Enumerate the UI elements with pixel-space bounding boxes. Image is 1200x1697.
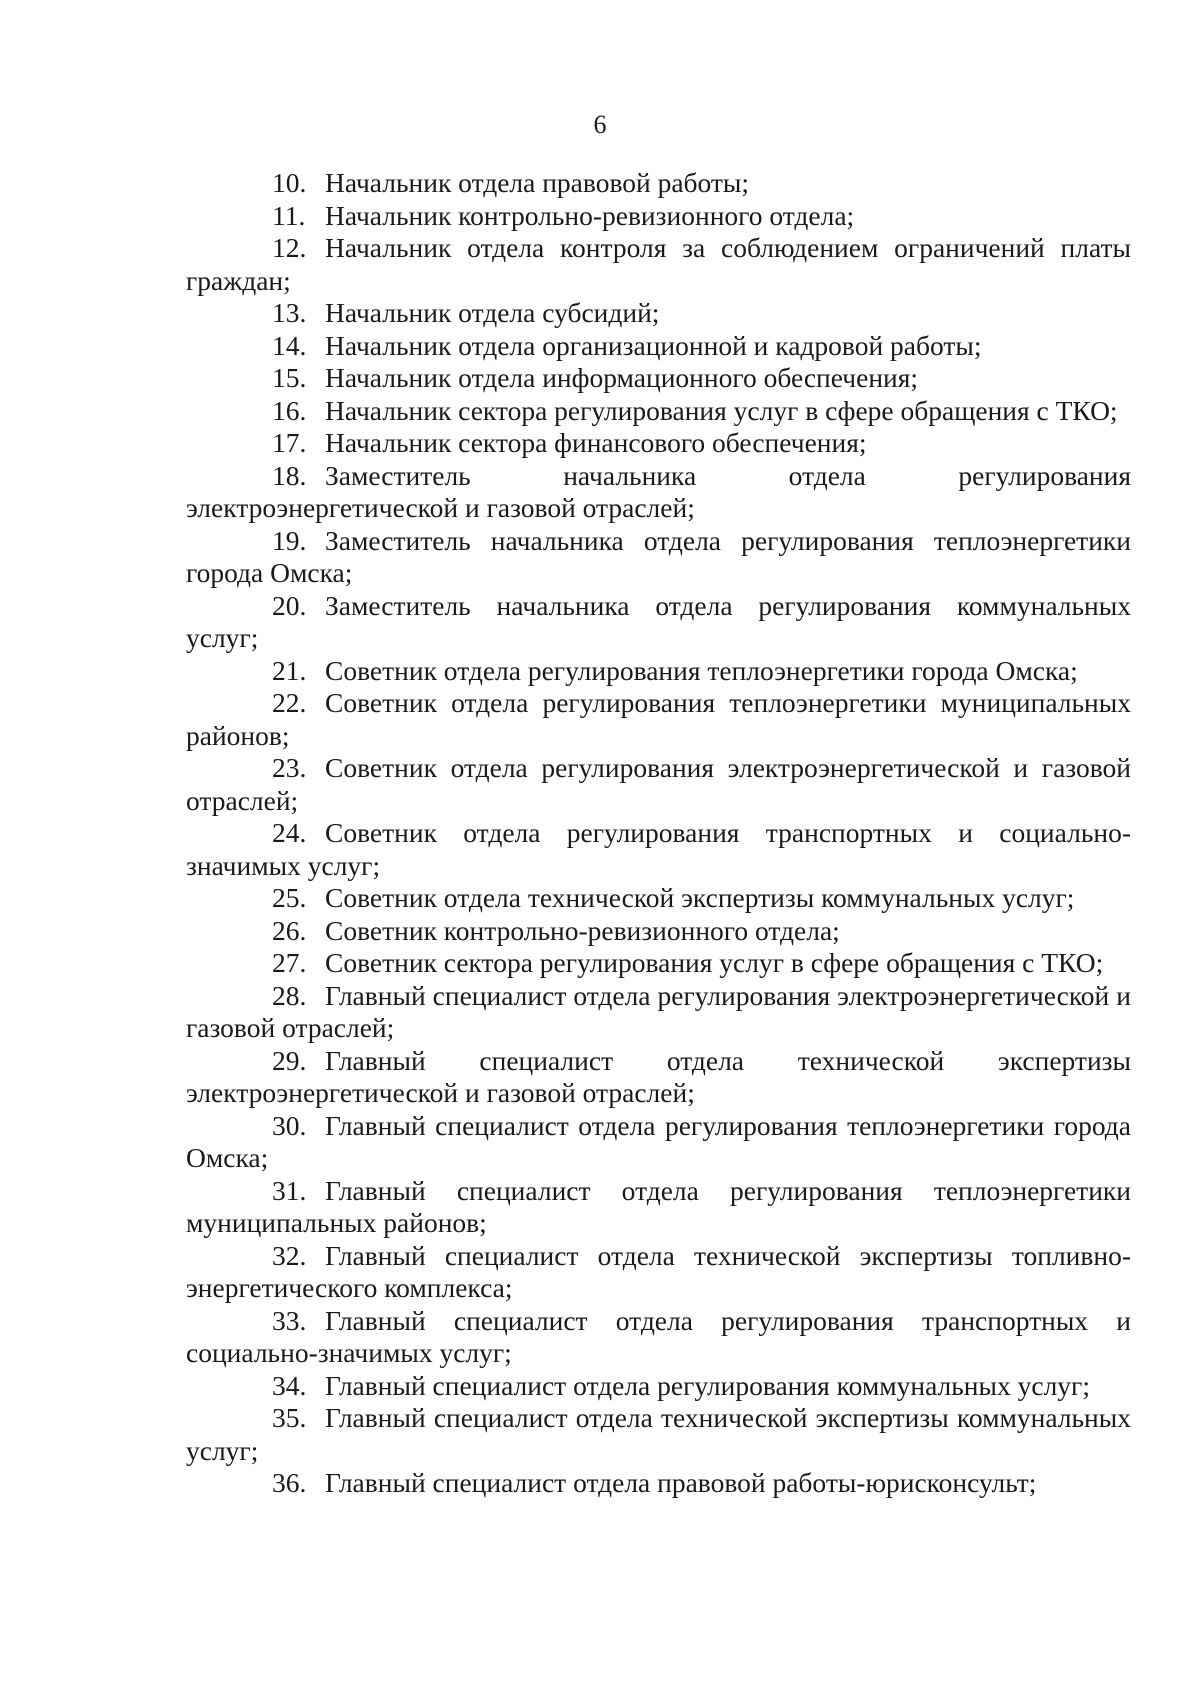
list-item	[186, 817, 1131, 882]
list-item-number: 29.	[272, 1044, 307, 1076]
list-item	[186, 167, 1131, 200]
list-item-text: Заместитель начальника отдела регулирования электроэнергетической и газовой отраслей;	[186, 459, 1131, 523]
list-item-text: Главный специалист отдела регулирования теплоэнергетики муниципальных районов;	[186, 1174, 1131, 1238]
list-item-text: Советник контрольно-ревизионного отдела;	[325, 914, 840, 946]
list-item-number: 26.	[272, 914, 307, 946]
list-item-number: 35.	[272, 1402, 307, 1433]
list-item-text: Советник отдела регулирования теплоэнергетики муниципальных районов;	[186, 687, 1131, 751]
list-item-text: Начальник отдела субсидий;	[325, 297, 660, 328]
list-item	[186, 752, 1131, 817]
list-item-number: 17.	[272, 427, 307, 458]
list-item-text: Заместитель начальника отдела регулирования коммунальных услуг;	[186, 589, 1131, 653]
list-item	[186, 947, 1131, 980]
list-item-number: 21.	[272, 654, 307, 686]
list-item-number: 25.	[272, 882, 307, 913]
list-item-text: Главный специалист отдела регулирования электроэнергетической и газовой отраслей;	[186, 979, 1131, 1043]
list-item-number: 24.	[272, 817, 307, 848]
list-item	[186, 1240, 1131, 1305]
list-item-number: 15.	[272, 362, 307, 393]
list-item-number: 32.	[272, 1239, 307, 1271]
list-item	[186, 330, 1131, 363]
list-item-number: 18.	[272, 459, 307, 491]
list-item	[186, 232, 1131, 297]
list-item-text: Главный специалист отдела правовой работы-юрисконсульт;	[325, 1467, 1037, 1498]
list-item	[186, 1370, 1131, 1403]
list-item	[186, 297, 1131, 330]
list-item-text: Советник сектора регулирования услуг в сфере обращения с ТКО;	[325, 947, 1104, 978]
list-item-number: 30.	[272, 1109, 307, 1141]
list-item	[186, 1467, 1131, 1500]
list-item	[186, 1110, 1131, 1175]
list-item-text: Начальник сектора регулирования услуг в сфере обращения с ТКО;	[325, 394, 1118, 426]
list-item	[186, 1305, 1131, 1370]
list-item-text: Главный специалист отдела технической экспертизы топливно-энергетического комплекса;	[186, 1239, 1131, 1303]
list-item-number: 31.	[272, 1174, 307, 1206]
list-item-number: 28.	[272, 979, 307, 1011]
list-item-number: 23.	[272, 752, 307, 783]
list-item	[186, 980, 1131, 1045]
list-item	[186, 395, 1131, 428]
list-item	[186, 590, 1131, 655]
list-item-number: 13.	[272, 297, 307, 328]
list-item-text: Главный специалист отдела технической экспертизы электроэнергетической и газовой отраслей;	[186, 1044, 1131, 1108]
list-item-number: 14.	[272, 329, 307, 361]
list-item	[186, 427, 1131, 460]
list-item-text: Начальник контрольно-ревизионного отдела;	[325, 199, 855, 231]
list-item-text: Начальник отдела информационного обеспечения;	[325, 362, 919, 393]
list-item	[186, 1045, 1131, 1110]
position-list	[186, 167, 1131, 1500]
list-item	[186, 460, 1131, 525]
list-item	[186, 362, 1131, 395]
list-item-number: 27.	[272, 947, 307, 978]
list-item-number: 11.	[272, 199, 306, 231]
list-item	[186, 1402, 1131, 1467]
list-item-number: 16.	[272, 394, 307, 426]
list-item-number: 10.	[272, 167, 307, 198]
list-item-number: 20.	[272, 589, 307, 621]
list-item	[186, 655, 1131, 688]
list-item-number: 19.	[272, 524, 307, 556]
list-item-text: Главный специалист отдела регулирования транспортных и социально-значимых услуг;	[186, 1304, 1131, 1368]
list-item-number: 12.	[272, 232, 307, 263]
list-item-number: 36.	[272, 1467, 307, 1498]
list-item-text: Советник отдела технической экспертизы коммунальных услуг;	[325, 882, 1075, 913]
list-item-text: Главный специалист отдела регулирования коммунальных услуг;	[325, 1369, 1090, 1401]
list-item-text: Главный специалист отдела технической экспертизы коммунальных услуг;	[186, 1402, 1131, 1466]
list-item-text: Советник отдела регулирования транспортных и социально-значимых услуг;	[186, 817, 1131, 881]
list-item-text: Начальник отдела контроля за соблюдением ограничений платы граждан;	[186, 232, 1131, 296]
list-item-text: Начальник отдела правовой работы;	[325, 167, 750, 198]
list-item	[186, 525, 1131, 590]
list-item	[186, 687, 1131, 752]
list-item	[186, 882, 1131, 915]
list-item-text: Главный специалист отдела регулирования теплоэнергетики города Омска;	[186, 1109, 1131, 1173]
list-item-text: Начальник сектора финансового обеспечения;	[325, 427, 867, 458]
list-item-text: Начальник отдела организационной и кадровой работы;	[325, 329, 982, 361]
list-item-number: 34.	[272, 1369, 307, 1401]
list-item	[186, 1175, 1131, 1240]
list-item	[186, 200, 1131, 233]
list-item-number: 33.	[272, 1304, 307, 1336]
list-item-text: Советник отдела регулирования теплоэнергетики города Омска;	[325, 654, 1078, 686]
list-item-number: 22.	[272, 687, 307, 718]
page-number: 6	[593, 110, 607, 139]
list-item	[186, 915, 1131, 948]
list-item-text: Заместитель начальника отдела регулирования теплоэнергетики города Омска;	[186, 524, 1131, 588]
list-item-text: Советник отдела регулирования электроэнергетической и газовой отраслей;	[186, 752, 1131, 816]
